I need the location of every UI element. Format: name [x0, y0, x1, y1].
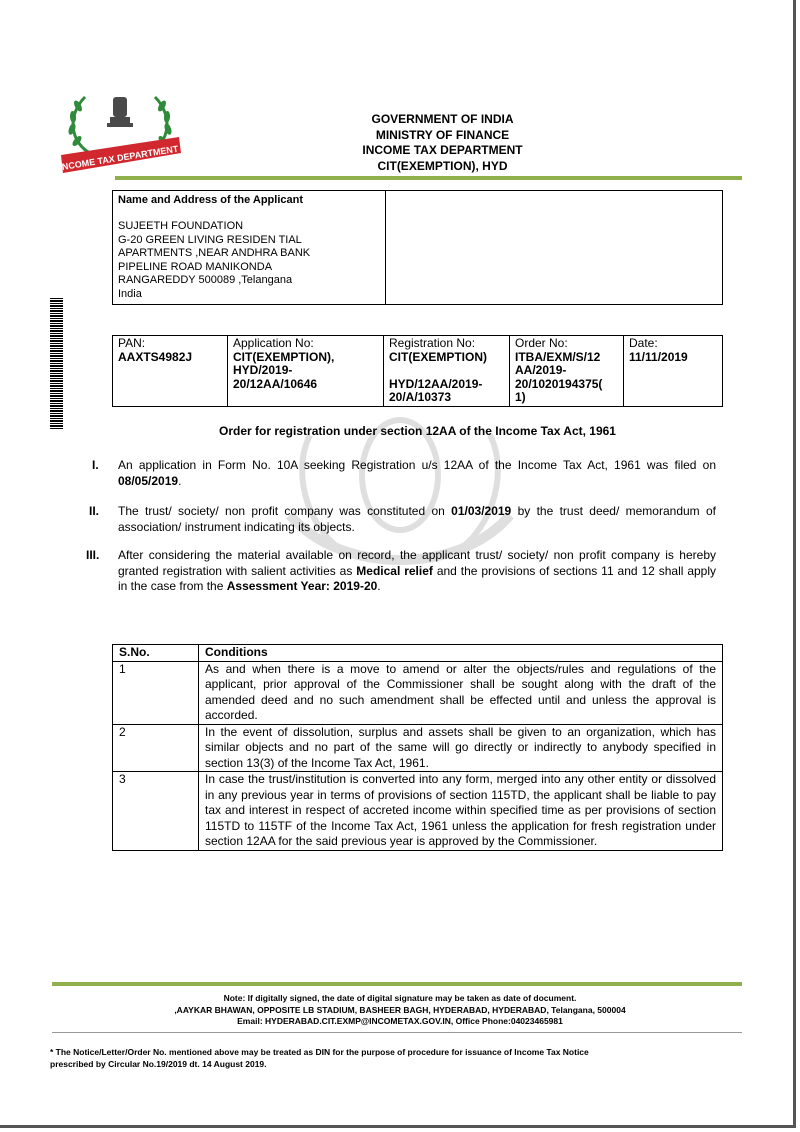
table-row — [113, 661, 723, 724]
table-row — [113, 724, 723, 772]
footer-note: Note: If digitally signed, the date of digital signature may be taken as date of document. — [223, 993, 577, 1003]
footer-contact: Email: HYDERABAD.CIT.EXMP@INCOMETAX.GOV.IN, Office Phone:04023465981 — [237, 1016, 563, 1026]
para-number-1: I. — [92, 458, 99, 472]
applicant-line: G-20 GREEN LIVING RESIDEN TIAL — [118, 233, 302, 246]
table-row — [113, 772, 723, 851]
order-value-3: 20/1020194375( — [515, 376, 603, 391]
din-note — [50, 1047, 750, 1070]
para-number-2: II. — [89, 504, 100, 518]
para-number-3: III. — [86, 548, 100, 562]
header-line-2: MINISTRY OF FINANCE — [375, 127, 510, 142]
pan-label: PAN: — [118, 336, 146, 350]
para-text: by the trust deed/ memorandum of association/ instrument indicating its objects. — [118, 504, 717, 534]
header-line-3: INCOME TAX DEPARTMENT — [362, 143, 523, 157]
footer-divider — [52, 982, 742, 986]
applicant-table — [112, 190, 723, 305]
application-label: Application No: — [233, 336, 314, 350]
row-sno: 1 — [113, 661, 199, 724]
application-value-3: 20/12AA/10646 — [233, 376, 318, 391]
order-title: Order for registration under section 12AA of the Income Tax Act, 1961 — [219, 424, 616, 438]
activity: Medical relief — [356, 563, 433, 578]
registration-label: Registration No: — [389, 336, 476, 350]
paragraph-2 — [118, 504, 716, 535]
row-condition: As and when there is a move to amend or alter the objects/rules and regulations of the applicant, prior approval of the Commissioner shall be sought along with the draft of the amended deed and no such amendment shall be effected until and unless the approval is accorded. — [199, 661, 723, 724]
applicant-line: India — [118, 287, 142, 300]
header-block — [320, 112, 565, 174]
header-divider — [115, 176, 742, 180]
svg-text:INCOME TAX DEPARTMENT: INCOME TAX DEPARTMENT — [58, 143, 179, 173]
table-header-row — [113, 645, 723, 662]
applicant-cell — [113, 191, 386, 305]
footer-block — [50, 993, 750, 1028]
din-note-line-2: prescribed by Circular No.19/2019 dt. 14 August 2019. — [50, 1058, 267, 1069]
din-note-line-1: * The Notice/Letter/Order No. mentioned above may be treated as DIN for the purpose of procedure for issuance of Income Tax Notice — [50, 1047, 589, 1057]
para-text: The trust/ society/ non profit company was constituted on — [118, 504, 452, 518]
footer-address: ,AAYKAR BHAWAN, OPPOSITE LB STADIUM, BASHEER BAGH, HYDERABAD, HYDERABAD, Telangana, 500004 — [174, 1004, 626, 1015]
order-value-4: 1) — [515, 390, 526, 404]
order-value-2: AA/2019- — [515, 363, 567, 377]
income-tax-logo — [55, 85, 185, 177]
conditions-table — [112, 644, 723, 851]
col-sno-header: S.No. — [113, 645, 199, 662]
header-line-4: CIT(EXEMPTION), HYD — [377, 158, 508, 173]
para-text: An application in Form No. 10A seeking Registration u/s 12AA of the Income Tax Act, 1961 was filed on — [118, 458, 716, 472]
barcode-icon — [50, 298, 63, 430]
row-condition: In the event of dissolution, surplus and assets shall be given to an organization, which has similar objects and no part of the same will go directly or indirectly to anybody specified in section 13(3) of the Income Tax Act, 1961. — [199, 724, 723, 772]
para-text: and the provisions of sections 11 and 12 shall apply in the case from the — [118, 563, 717, 593]
application-value-1: CIT(EXEMPTION), — [233, 349, 335, 364]
para-text: . — [377, 579, 381, 593]
paragraph-3 — [118, 548, 716, 595]
application-value-2: HYD/2019- — [233, 363, 293, 377]
footer-bottom-line — [52, 1032, 742, 1033]
col-conditions-header: Conditions — [199, 645, 723, 662]
registration-value-1: CIT(EXEMPTION) — [389, 349, 487, 364]
para-text: . — [178, 473, 182, 488]
filed-date: 08/05/2019 — [118, 473, 179, 488]
emblem-icon — [107, 97, 133, 127]
applicant-heading: Name and Address of the Applicant — [118, 194, 303, 206]
assessment-year: Assessment Year: 2019-20 — [226, 579, 378, 593]
registration-value-2: HYD/12AA/2019- — [389, 376, 483, 391]
applicant-line: SUJEETH FOUNDATION — [118, 220, 244, 232]
order-label: Order No: — [515, 336, 568, 350]
date-value: 11/11/2019 — [629, 349, 688, 364]
para-text: After considering the material available on record, the applicant trust/ society/ non profit company is hereby granted registration with salient activities as — [118, 548, 716, 578]
row-condition: In case the trust/institution is converted into any form, merged into any other entity or dissolved in any previous year in terms of provisions of section 115TD, the applicant shall be liable to pay tax and interest in respect of accreted income within specified time as per provisions of section 115TD to 115TF of the Income Tax Act, 1961 unless the application for fresh registration under section 12AA for the said previous year is approved by the Commissioner. — [199, 772, 723, 851]
order-value-1: ITBA/EXM/S/12 — [515, 349, 601, 364]
pan-value: AAXTS4982J — [118, 349, 193, 364]
row-sno: 2 — [113, 724, 199, 772]
applicant-line: PIPELINE ROAD MANIKONDA — [118, 260, 273, 273]
date-cell — [624, 336, 723, 407]
row-sno: 3 — [113, 772, 199, 851]
date-label: Date: — [629, 336, 658, 350]
paragraph-1 — [118, 458, 716, 489]
registration-value-3: 20/A/10373 — [389, 390, 452, 404]
pan-cell — [113, 336, 228, 407]
empty-cell — [386, 191, 723, 305]
header-line-1: GOVERNMENT OF INDIA — [371, 112, 514, 126]
applicant-line: APARTMENTS ,NEAR ANDHRA BANK — [118, 247, 311, 259]
applicant-line: RANGAREDDY 500089 ,Telangana — [118, 274, 293, 286]
constituted-date: 01/03/2019 — [451, 504, 512, 518]
